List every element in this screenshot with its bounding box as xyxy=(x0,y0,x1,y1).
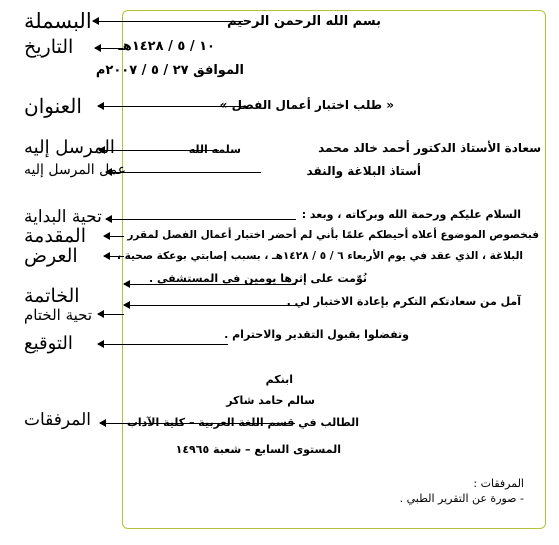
label-closing: تحية الختام xyxy=(24,306,92,324)
arrow-conclusion xyxy=(124,305,296,306)
signature-department: الطالب في قسم اللغة العربية – كلية الآداب xyxy=(126,416,359,429)
letter-hijri-date: ١٠ / ٥ / ١٤٢٨هـ xyxy=(118,39,215,54)
letter-recipient: سعادة الأستاذ الدكتور أحمد خالد محمد xyxy=(318,141,541,155)
letter-body-line1: البلاغة ، الذي عقد في يوم الأربعاء ٦ / ٥ / ١٤٢٨هـ ، بسبب إصابتي بوعكة صحية ، xyxy=(117,250,523,262)
signature-name: سالم حامد شاكر xyxy=(226,394,315,407)
letter-greeting: السلام عليكم ورحمة الله وبركاته ، وبعد : xyxy=(301,208,521,221)
label-addressee: المرسل إليه xyxy=(24,137,115,158)
label-greeting: تحية البداية xyxy=(24,207,102,227)
arrow-signature xyxy=(98,344,228,345)
label-intro: المقدمة xyxy=(24,225,87,247)
letter-intro: فبخصوص الموضوع أعلاه أحيطكم علمًا بأني لم أحضر اختبار أعمال الفصل لمقرر xyxy=(127,229,539,241)
arrow-addressee-job xyxy=(106,172,261,173)
label-conclusion: الخاتمة xyxy=(24,285,80,307)
letter-body-line2: نُوّمت على إثرها يومين في المستشفى . xyxy=(148,272,367,285)
letter-subject: « طلب اختبار أعمال الفصل » xyxy=(219,98,394,112)
label-basmala: البسملة xyxy=(24,9,92,33)
arrow-greeting xyxy=(106,219,296,220)
label-attachments: المرفقات xyxy=(24,410,92,430)
label-signature: التوقيع xyxy=(24,333,73,354)
arrow-basmala xyxy=(93,21,243,22)
letter-gregorian-date: الموافق ٢٧ / ٥ / ٢٠٠٧م xyxy=(95,63,244,78)
letter-closing: وتفضلوا بقبول التقدير والاحترام . xyxy=(224,328,409,341)
arrow-intro xyxy=(104,236,124,237)
arrow-closing xyxy=(98,314,124,315)
letter-recipient-salute: سلمه الله xyxy=(188,143,241,156)
label-title: العنوان xyxy=(24,94,82,118)
label-date: التاريخ xyxy=(24,36,74,58)
attachments-item: - صورة عن التقرير الطبي . xyxy=(399,492,524,505)
letter-conclusion: آمل من سعادتكم التكرم بإعادة الاختبار لي . xyxy=(286,295,521,308)
label-body: العرض xyxy=(24,245,78,267)
letter-basmala: بسم الله الرحمن الرحيم xyxy=(227,14,381,29)
signature-son: ابنكم xyxy=(265,373,293,386)
label-addressee-job: عمل المرسل إليه xyxy=(24,162,127,178)
attachments-heading: المرفقات : xyxy=(473,477,524,490)
signature-level: المستوى السابع – شعبة ١٤٩٦٥ xyxy=(175,443,341,456)
letter-recipient-job: أستاذ البلاغة والنقد xyxy=(306,164,421,178)
